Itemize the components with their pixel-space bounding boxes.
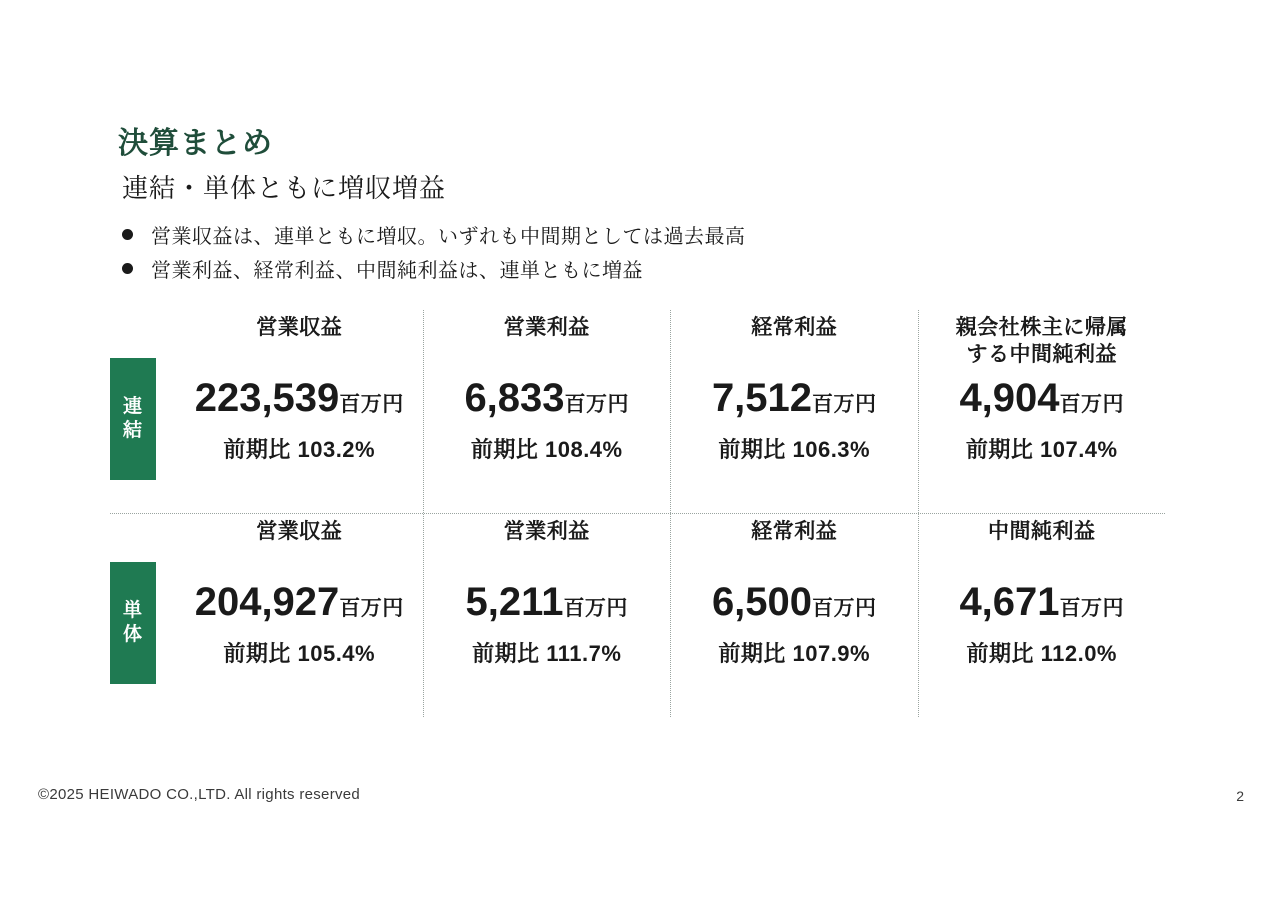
table-row (110, 513, 1165, 717)
metric-cell (670, 514, 918, 717)
metric-head: 営業収益 (256, 316, 343, 339)
metric-yoy: 前期比 103.2% (223, 437, 376, 462)
metric-head: 経常利益 (751, 520, 838, 543)
metric-yoy: 前期比 107.9% (718, 641, 871, 666)
metric-unit: 百万円 (1059, 597, 1125, 620)
metric-yoy: 前期比 111.7% (472, 641, 622, 666)
page-number: 2 (1236, 788, 1244, 804)
row-label-char: 結 (122, 420, 143, 441)
metric-head: 親会社株主に帰属 する中間純利益 (955, 316, 1128, 367)
metric-unit: 百万円 (812, 597, 877, 620)
metric-yoy: 前期比 107.4% (965, 437, 1118, 462)
copyright-text: ©2025 HEIWADO CO.,LTD. All rights reserved (38, 786, 361, 803)
metric-head: 経常利益 (751, 316, 838, 339)
metric-number: 6,833 (464, 376, 565, 420)
row-label-nonconsolidated (110, 562, 156, 684)
metric-head: 営業収益 (256, 520, 343, 543)
list-item (122, 252, 1122, 284)
metric-number: 5,211 (465, 580, 564, 624)
metric-cell (918, 310, 1166, 513)
metric-number: 6,500 (711, 580, 813, 624)
table-row (110, 310, 1165, 513)
page-title: 決算まとめ (118, 127, 273, 160)
metric-unit: 百万円 (339, 393, 404, 416)
metric-head: 営業利益 (503, 520, 590, 543)
metric-unit: 百万円 (563, 597, 628, 620)
metric-cell (176, 310, 423, 513)
bullet-dot-icon (122, 229, 133, 240)
metric-head: 営業利益 (503, 316, 590, 339)
metric-number: 4,904 (959, 376, 1060, 420)
metric-yoy: 前期比 105.4% (223, 641, 376, 666)
metric-cell (423, 310, 671, 513)
metric-cell (176, 514, 423, 717)
metric-yoy: 前期比 112.0% (966, 641, 1117, 666)
bullet-list (122, 218, 1122, 286)
metric-head: 中間純利益 (988, 520, 1096, 543)
bullet-dot-icon (122, 263, 133, 274)
metric-value (176, 580, 423, 625)
metric-number: 204,927 (194, 580, 340, 624)
bullet-text: 営業収益は、連単ともに増収。いずれも中間期としては過去最高 (151, 225, 746, 248)
metric-value (919, 580, 1166, 625)
metric-unit: 百万円 (339, 597, 404, 620)
metric-cell (423, 514, 671, 717)
page-subtitle: 連結・単体ともに増収増益 (122, 173, 447, 203)
metric-value (671, 376, 918, 421)
metric-value (424, 580, 671, 625)
metric-cell (670, 310, 918, 513)
row-columns (176, 514, 1165, 717)
metric-number: 223,539 (194, 376, 340, 420)
metric-number: 7,512 (711, 376, 813, 420)
row-label-char: 単 (122, 600, 143, 622)
metric-value (424, 376, 671, 421)
metric-value (176, 376, 423, 421)
results-table (110, 310, 1165, 717)
row-label-char: 連 (122, 396, 143, 418)
metric-number: 4,671 (959, 580, 1060, 624)
metric-unit: 百万円 (812, 393, 877, 416)
row-label-consolidated (110, 358, 156, 480)
metric-cell (918, 514, 1166, 717)
row-columns (176, 310, 1165, 513)
bullet-text: 営業利益、経常利益、中間純利益は、連単ともに増益 (151, 259, 643, 282)
row-label-char: 体 (122, 624, 143, 645)
metric-value (919, 376, 1166, 421)
metric-yoy: 前期比 106.3% (718, 437, 871, 462)
metric-value (671, 580, 918, 625)
list-item (122, 218, 1122, 250)
metric-unit: 百万円 (1059, 393, 1125, 416)
metric-yoy: 前期比 108.4% (470, 437, 623, 462)
metric-unit: 百万円 (564, 393, 630, 416)
